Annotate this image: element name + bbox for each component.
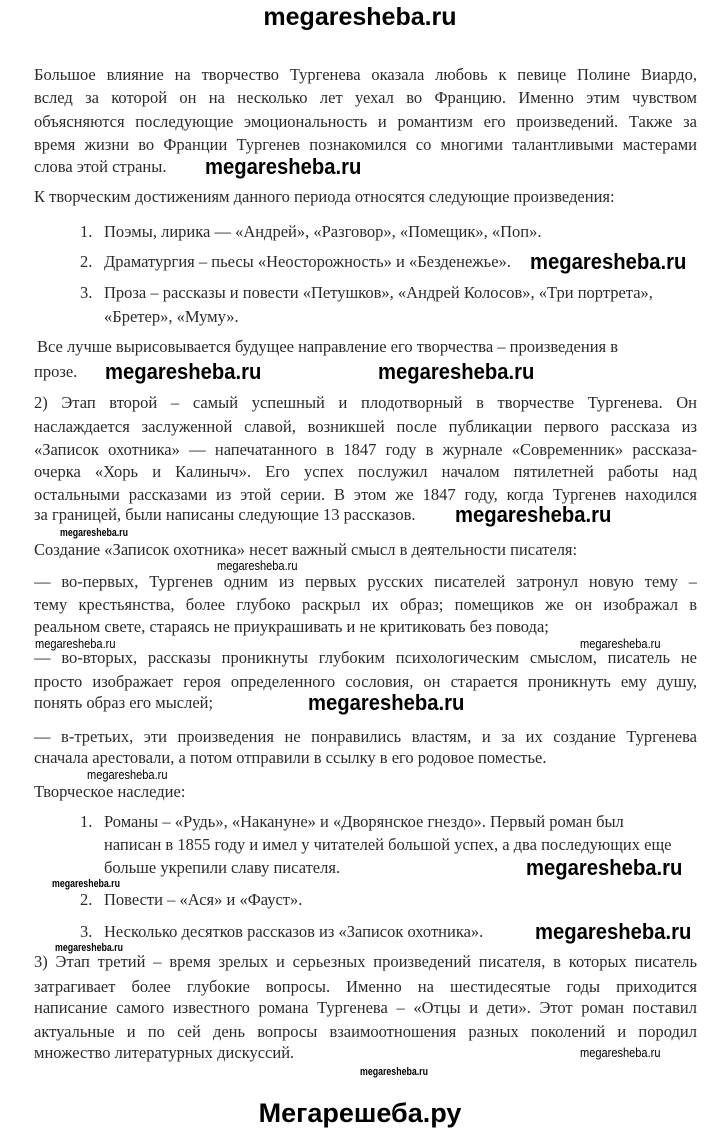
watermark: megaresheba.ru	[55, 942, 123, 954]
list-intro: К творческим достижениям данного периода относятся следующие произведения:	[34, 187, 615, 206]
list-number: 3.	[80, 922, 93, 941]
watermark: megaresheba.ru	[535, 919, 692, 944]
list-item: «Бретер», «Муму».	[104, 307, 239, 326]
section-title: Творческое наследие:	[34, 782, 186, 801]
paragraph-line: сначала арестовали, а потом отправили в ссылку в его родовое поместье.	[34, 748, 547, 767]
list-number: 3.	[80, 283, 93, 302]
list-item: Поэмы, лирика — «Андрей», «Разговор», «Помещик», «Поп».	[104, 222, 542, 241]
paragraph-line: Большое влияние на творчество Тургенева оказала любовь к певице Полине Виардо,	[34, 66, 697, 84]
paragraph-line: актуальные и по сей день вопросы взаимоотношения разных поколений и породил	[34, 1023, 697, 1041]
paragraph-line: объясняются последующие эмоциональность и романтизм его произведений. Также за	[34, 113, 697, 131]
list-number: 1.	[80, 222, 93, 241]
paragraph-line: остальными рассказами из этой серии. В этом же 1847 году, когда Тургенев находился	[34, 486, 697, 504]
list-item: Повести – «Ася» и «Фауст».	[104, 890, 303, 909]
paragraph-line: 2) Этап второй – самый успешный и плодотворный в творчестве Тургенева. Он	[34, 394, 697, 412]
paragraph-line: реальном свете, стараясь не приукрашивать и не критиковать без повода;	[34, 617, 549, 636]
list-number: 2.	[80, 252, 93, 271]
watermark: megaresheba.ru	[52, 878, 120, 890]
watermark: megaresheba.ru	[105, 359, 262, 384]
watermark: megaresheba.ru	[87, 767, 168, 782]
watermark: megaresheba.ru	[580, 1045, 661, 1060]
paragraph-line: написание самого известного романа Тургенева – «Отцы и дети». Этот роман поставил	[34, 999, 697, 1017]
paragraph-line: — в-третьих, эти произведения не понравились властям, и за их создание Тургенева	[34, 728, 697, 746]
list-item: больше укрепили славу писателя.	[104, 858, 341, 877]
paragraph-line: — во-вторых, рассказы проникнуты глубоким психологическим смыслом, писатель не	[34, 649, 697, 667]
watermark: megaresheba.ru	[526, 855, 683, 880]
paragraph-line: понять образ его мыслей;	[34, 693, 214, 712]
paragraph-line: Создание «Записок охотника» несет важный смысл в деятельности писателя:	[34, 540, 578, 559]
paragraph-line: «Записок охотника» — напечатанного в 1847 году в журнале «Современник» рассказа-	[34, 441, 697, 459]
watermark: megaresheba.ru	[455, 502, 612, 527]
list-number: 1.	[80, 812, 93, 831]
watermark: megaresheba.ru	[217, 558, 298, 573]
paragraph-line: очерка «Хорь и Калиныч». Его успех послужил началом пятилетней работы над	[34, 463, 697, 481]
paragraph-line: слова этой страны.	[34, 157, 167, 176]
list-item: Проза – рассказы и повести «Петушков», «Андрей Колосов», «Три портрета»,	[104, 283, 653, 302]
paragraph-line: затрагивает более глубокие вопросы. Именно на шестидесятые годы приходится	[34, 978, 697, 996]
list-item: Романы – «Рудь», «Накануне» и «Дворянское гнездо». Первый роман был	[104, 812, 624, 831]
list-item: Несколько десятков рассказов из «Записок охотника».	[104, 922, 484, 941]
paragraph-line: вслед за которой он на несколько лет уехал во Францию. Именно этим чувством	[34, 89, 697, 107]
paragraph-line: время жизни во Франции Тургенев познакомился со многими талантливыми мастерами	[34, 136, 697, 154]
paragraph-line: наслаждается заслуженной славой, возникшей после публикации первого рассказа из	[34, 418, 697, 436]
watermark: megaresheba.ru	[378, 359, 535, 384]
watermark: megaresheba.ru	[35, 636, 116, 651]
list-item: Драматургия – пьесы «Неосторожность» и «Безденежье».	[104, 252, 511, 271]
watermark: megaresheba.ru	[308, 690, 465, 715]
paragraph-line: 3) Этап третий – время зрелых и серьезных произведений писателя, в которых писатель	[34, 953, 697, 971]
paragraph-line: за границей, были написаны следующие 13 рассказов.	[34, 505, 416, 524]
footer-site-title: Мегарешеба.ру	[258, 1098, 462, 1128]
paragraph-line: тему крестьянства, более глубоко раскрыл их образ; помещиков же он изображал в	[34, 596, 697, 614]
paragraph-line: просто изображает героя определенного сословия, он старается проникнуть ему душу,	[34, 673, 697, 691]
list-number: 2.	[80, 890, 93, 909]
header-site-title: megaresheba.ru	[263, 3, 457, 31]
paragraph-line: прозе.	[34, 362, 78, 381]
list-item: написан в 1855 году и имел у читателей большой успех, а два последующих еще	[104, 835, 672, 854]
watermark: megaresheba.ru	[205, 154, 362, 179]
watermark: megaresheba.ru	[60, 527, 128, 539]
watermark: megaresheba.ru	[580, 636, 661, 651]
paragraph-line: Все лучше вырисовывается будущее направление его творчества – произведения в	[37, 337, 619, 356]
paragraph-line: — во-первых, Тургенев одним из первых русских писателей затронул новую тему –	[34, 573, 697, 591]
paragraph-line: множество литературных дискуссий.	[34, 1043, 295, 1062]
watermark: megaresheba.ru	[530, 249, 687, 274]
watermark: megaresheba.ru	[360, 1066, 428, 1078]
